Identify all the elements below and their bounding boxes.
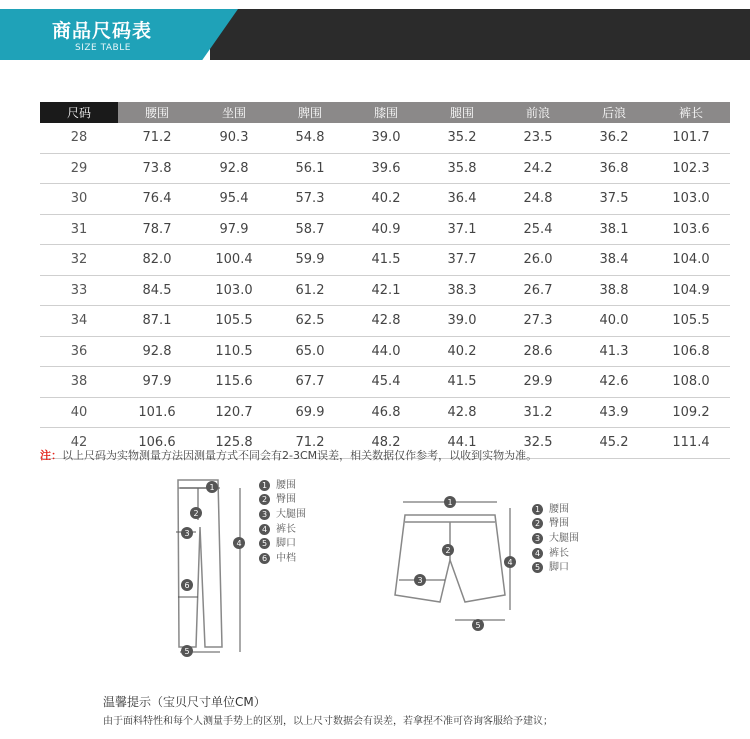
size-cell: 29 xyxy=(40,153,118,184)
measurement-cell: 76.4 xyxy=(118,184,196,215)
pants-legend-item xyxy=(259,522,306,537)
measurement-cell: 37.5 xyxy=(576,184,652,215)
measurement-cell: 32.5 xyxy=(500,428,576,459)
size-cell: 32 xyxy=(40,245,118,276)
measurement-cell: 35.2 xyxy=(424,123,500,153)
measurement-cell: 26.7 xyxy=(500,275,576,306)
size-cell: 33 xyxy=(40,275,118,306)
measurement-note xyxy=(40,447,537,463)
tips-title: 温馨提示（宝贝尺寸单位CM） xyxy=(103,695,266,709)
pants-legend-label: 裤长 xyxy=(276,523,296,535)
measurement-cell: 125.8 xyxy=(196,428,272,459)
table-row xyxy=(40,275,730,306)
size-cell: 28 xyxy=(40,123,118,153)
shorts-marker-4-label: 4 xyxy=(507,558,513,567)
measurement-cell: 41.5 xyxy=(424,367,500,398)
size-cell: 34 xyxy=(40,306,118,337)
measurement-cell: 31.2 xyxy=(500,397,576,428)
measurement-cell: 106.8 xyxy=(652,336,730,367)
tips-body: 由于面料特性和每个人测量手势上的区别，以上尺寸数据会有误差，若拿捏不准可咨询客服给予建议； xyxy=(103,716,553,727)
measurement-cell: 103.6 xyxy=(652,214,730,245)
measurement-cell: 115.6 xyxy=(196,367,272,398)
pants-legend-item xyxy=(259,551,306,566)
measurement-cell: 37.1 xyxy=(424,214,500,245)
pants-legend-item xyxy=(259,507,306,522)
measurement-cell: 23.5 xyxy=(500,123,576,153)
size-cell: 31 xyxy=(40,214,118,245)
shorts-legend-item xyxy=(532,546,579,561)
measurement-cell: 24.8 xyxy=(500,184,576,215)
measurement-cell: 38.3 xyxy=(424,275,500,306)
pants-marker-1-label: 1 xyxy=(209,483,215,492)
shorts-legend-number: 4 xyxy=(532,548,543,559)
measurement-cell: 101.6 xyxy=(118,397,196,428)
measurement-cell: 71.2 xyxy=(118,123,196,153)
pants-marker-2-label: 2 xyxy=(193,509,199,518)
size-cell: 36 xyxy=(40,336,118,367)
measurement-cell: 37.7 xyxy=(424,245,500,276)
measurement-cell: 69.9 xyxy=(272,397,348,428)
table-row xyxy=(40,306,730,337)
shorts-legend-number: 3 xyxy=(532,533,543,544)
size-cell: 30 xyxy=(40,184,118,215)
note-prefix: 注： xyxy=(40,449,62,462)
measurement-cell: 95.4 xyxy=(196,184,272,215)
measurement-cell: 57.3 xyxy=(272,184,348,215)
table-row xyxy=(40,214,730,245)
section-header xyxy=(0,9,750,60)
measurement-cell: 27.3 xyxy=(500,306,576,337)
pants-legend xyxy=(259,478,306,566)
measurement-cell: 25.4 xyxy=(500,214,576,245)
measurement-cell: 87.1 xyxy=(118,306,196,337)
measurement-cell: 61.2 xyxy=(272,275,348,306)
shorts-legend xyxy=(532,502,579,575)
measurement-cell: 105.5 xyxy=(652,306,730,337)
pants-legend-number: 1 xyxy=(259,480,270,491)
measurement-cell: 35.8 xyxy=(424,153,500,184)
note-text: 以上尺码为实物测量方法因测量方式不同会有2-3CM误差，相关数据仅作参考，以收到实物为准。 xyxy=(62,449,538,462)
table-row xyxy=(40,397,730,428)
measurement-cell: 43.9 xyxy=(576,397,652,428)
measurement-cell: 105.5 xyxy=(196,306,272,337)
measurement-cell: 109.2 xyxy=(652,397,730,428)
measurement-cell: 36.4 xyxy=(424,184,500,215)
table-row xyxy=(40,123,730,153)
measurement-cell: 40.2 xyxy=(348,184,424,215)
measurement-cell: 38.8 xyxy=(576,275,652,306)
measurement-cell: 28.6 xyxy=(500,336,576,367)
shorts-legend-item xyxy=(532,531,579,546)
shorts-legend-number: 5 xyxy=(532,562,543,573)
measurement-cell: 101.7 xyxy=(652,123,730,153)
measurement-cell: 24.2 xyxy=(500,153,576,184)
pants-legend-label: 中档 xyxy=(276,552,296,564)
shorts-legend-label: 脚口 xyxy=(549,562,569,574)
measurement-cell: 54.8 xyxy=(272,123,348,153)
size-table xyxy=(40,102,730,459)
measurement-cell: 40.0 xyxy=(576,306,652,337)
measurement-cell: 44.0 xyxy=(348,336,424,367)
header-cell: 腰围 xyxy=(118,102,196,123)
shorts-marker-5-label: 5 xyxy=(475,621,481,630)
measurement-cell: 62.5 xyxy=(272,306,348,337)
measurement-cell: 84.5 xyxy=(118,275,196,306)
measurement-cell: 42.8 xyxy=(424,397,500,428)
shorts-legend-number: 2 xyxy=(532,518,543,529)
shorts-legend-item xyxy=(532,560,579,575)
pants-legend-label: 脚口 xyxy=(276,538,296,550)
measurement-cell: 106.6 xyxy=(118,428,196,459)
header-cell: 坐围 xyxy=(196,102,272,123)
measurement-cell: 40.9 xyxy=(348,214,424,245)
measurement-cell: 40.2 xyxy=(424,336,500,367)
measurement-cell: 26.0 xyxy=(500,245,576,276)
measurement-cell: 39.0 xyxy=(424,306,500,337)
pants-marker-4-label: 4 xyxy=(236,539,242,548)
measurement-cell: 104.9 xyxy=(652,275,730,306)
pants-legend-number: 5 xyxy=(259,538,270,549)
shorts-marker-1-label: 1 xyxy=(447,498,453,507)
measurement-cell: 65.0 xyxy=(272,336,348,367)
measurement-cell: 42.8 xyxy=(348,306,424,337)
measurement-cell: 90.3 xyxy=(196,123,272,153)
pants-legend-number: 4 xyxy=(259,524,270,535)
table-row xyxy=(40,245,730,276)
measurement-cell: 103.0 xyxy=(652,184,730,215)
shorts-legend-label: 大腿围 xyxy=(549,532,579,544)
table-row xyxy=(40,184,730,215)
measurement-cell: 120.7 xyxy=(196,397,272,428)
pants-outline xyxy=(178,480,222,647)
size-cell: 42 xyxy=(40,428,118,459)
measurement-cell: 97.9 xyxy=(118,367,196,398)
shorts-legend-number: 1 xyxy=(532,504,543,515)
measurement-cell: 73.8 xyxy=(118,153,196,184)
measurement-cell: 38.1 xyxy=(576,214,652,245)
shorts-legend-item xyxy=(532,502,579,517)
header-cell: 前浪 xyxy=(500,102,576,123)
measurement-cell: 29.9 xyxy=(500,367,576,398)
measurement-cell: 45.2 xyxy=(576,428,652,459)
measurement-cell: 42.1 xyxy=(348,275,424,306)
section-subtitle: SIZE TABLE xyxy=(75,43,131,53)
pants-legend-label: 腰围 xyxy=(276,479,296,491)
header-cell: 膝围 xyxy=(348,102,424,123)
pants-legend-item xyxy=(259,493,306,508)
measurement-cell: 38.4 xyxy=(576,245,652,276)
measurement-cell: 41.5 xyxy=(348,245,424,276)
shorts-marker-3-label: 3 xyxy=(417,576,423,585)
header-cell: 脾围 xyxy=(272,102,348,123)
pants-marker-3-label: 3 xyxy=(184,529,190,538)
measurement-cell: 92.8 xyxy=(118,336,196,367)
measurement-cell: 45.4 xyxy=(348,367,424,398)
measurement-cell: 44.1 xyxy=(424,428,500,459)
measurement-cell: 97.9 xyxy=(196,214,272,245)
header-cell: 裤长 xyxy=(652,102,730,123)
measurement-cell: 39.6 xyxy=(348,153,424,184)
measurement-cell: 56.1 xyxy=(272,153,348,184)
table-row xyxy=(40,336,730,367)
shorts-legend-label: 裤长 xyxy=(549,547,569,559)
shorts-legend-item xyxy=(532,517,579,532)
measurement-cell: 92.8 xyxy=(196,153,272,184)
measurement-cell: 108.0 xyxy=(652,367,730,398)
shorts-legend-label: 腰围 xyxy=(549,503,569,515)
measurement-cell: 103.0 xyxy=(196,275,272,306)
pants-legend-number: 6 xyxy=(259,553,270,564)
measurement-cell: 36.2 xyxy=(576,123,652,153)
header-cell: 腿围 xyxy=(424,102,500,123)
pants-diagram xyxy=(160,472,260,667)
shorts-diagram xyxy=(385,490,535,635)
measurement-cell: 58.7 xyxy=(272,214,348,245)
pants-legend-number: 2 xyxy=(259,494,270,505)
shorts-marker-2-label: 2 xyxy=(445,546,451,555)
header-dark-bar xyxy=(210,9,750,60)
measurement-cell: 42.6 xyxy=(576,367,652,398)
header-cell: 后浪 xyxy=(576,102,652,123)
measurement-cell: 110.5 xyxy=(196,336,272,367)
measurement-cell: 100.4 xyxy=(196,245,272,276)
measurement-cell: 82.0 xyxy=(118,245,196,276)
size-table-header-row xyxy=(40,102,730,123)
measurement-cell: 78.7 xyxy=(118,214,196,245)
pants-legend-label: 臀围 xyxy=(276,494,296,506)
measurement-cell: 46.8 xyxy=(348,397,424,428)
size-cell: 38 xyxy=(40,367,118,398)
section-title: 商品尺码表 xyxy=(52,20,153,42)
table-row xyxy=(40,153,730,184)
measurement-cell: 59.9 xyxy=(272,245,348,276)
measurement-cell: 104.0 xyxy=(652,245,730,276)
pants-legend-number: 3 xyxy=(259,509,270,520)
pants-legend-item xyxy=(259,478,306,493)
table-row xyxy=(40,367,730,398)
pants-legend-label: 大腿围 xyxy=(276,508,306,520)
measurement-cell: 39.0 xyxy=(348,123,424,153)
measurement-cell: 41.3 xyxy=(576,336,652,367)
measurement-cell: 102.3 xyxy=(652,153,730,184)
pants-marker-5-label: 5 xyxy=(184,647,190,656)
header-cell: 尺码 xyxy=(40,102,118,123)
measurement-cell: 48.2 xyxy=(348,428,424,459)
size-cell: 40 xyxy=(40,397,118,428)
shorts-legend-label: 臀围 xyxy=(549,518,569,530)
measurement-cell: 71.2 xyxy=(272,428,348,459)
pants-marker-6-label: 6 xyxy=(184,581,190,590)
pants-legend-item xyxy=(259,536,306,551)
measurement-cell: 36.8 xyxy=(576,153,652,184)
measurement-cell: 67.7 xyxy=(272,367,348,398)
measurement-cell: 111.4 xyxy=(652,428,730,459)
